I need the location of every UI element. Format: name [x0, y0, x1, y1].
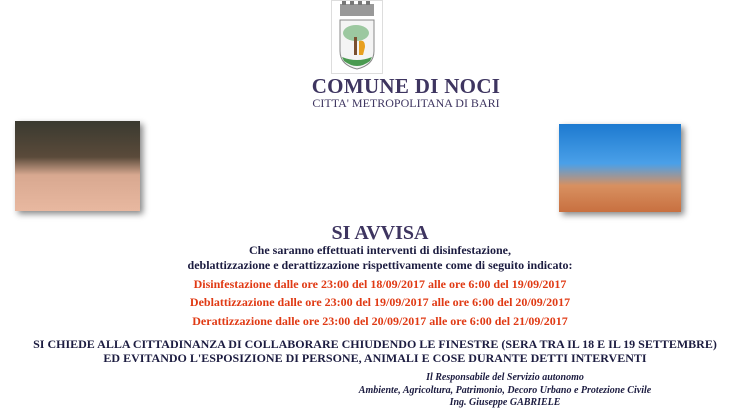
- signature-line: Ambiente, Agricoltura, Patrimonio, Decoro Urbano e Protezione Civile: [358, 384, 652, 396]
- intro-line: Che saranno effettuati interventi di disinfestazione,: [249, 243, 511, 257]
- signature-line: Il Responsabile del Servizio autonomo: [426, 372, 584, 383]
- appeal-line: SI CHIEDE ALLA CITTADINANZA DI COLLABORARE CHIUDENDO LE FINESTRE (SERA TRA IL 18 E IL 19 SETTEMBRE): [33, 337, 717, 351]
- citizen-appeal: [0, 337, 750, 365]
- schedule-disinfestation: Disinfestazione dalle ore 23:00 del 18/09/2017 alle ore 6:00 del 19/09/2017: [193, 277, 567, 291]
- signature-block: [330, 372, 680, 410]
- municipality-subtitle: CITTA' METROPOLITANA DI BARI: [312, 96, 500, 110]
- appeal-line: ED EVITANDO L'ESPOSIZIONE DI PERSONE, ANIMALI E COSE DURANTE DETTI INTERVENTI: [103, 351, 647, 365]
- schedule-deratization: Derattizzazione dalle ore 23:00 del 20/09/2017 alle ore 6:00 del 21/09/2017: [192, 314, 568, 328]
- intro-line: deblattizzazione e derattizzazione rispettivamente come di seguito indicato:: [187, 258, 573, 272]
- mosquito-photo-right: [559, 124, 681, 212]
- notice-intro: [0, 243, 750, 273]
- municipality-title: COMUNE DI NOCI: [311, 74, 501, 98]
- mosquito-photo-left: [15, 121, 140, 211]
- schedule-deblattization: Deblattizzazione dalle ore 23:00 del 19/09/2017 alle ore 6:00 del 20/09/2017: [189, 295, 571, 309]
- signature-name: Ing. Giuseppe GABRIELE: [449, 397, 561, 408]
- notice-heading: SI AVVISA: [331, 222, 429, 244]
- coat-of-arms-logo: [331, 0, 383, 74]
